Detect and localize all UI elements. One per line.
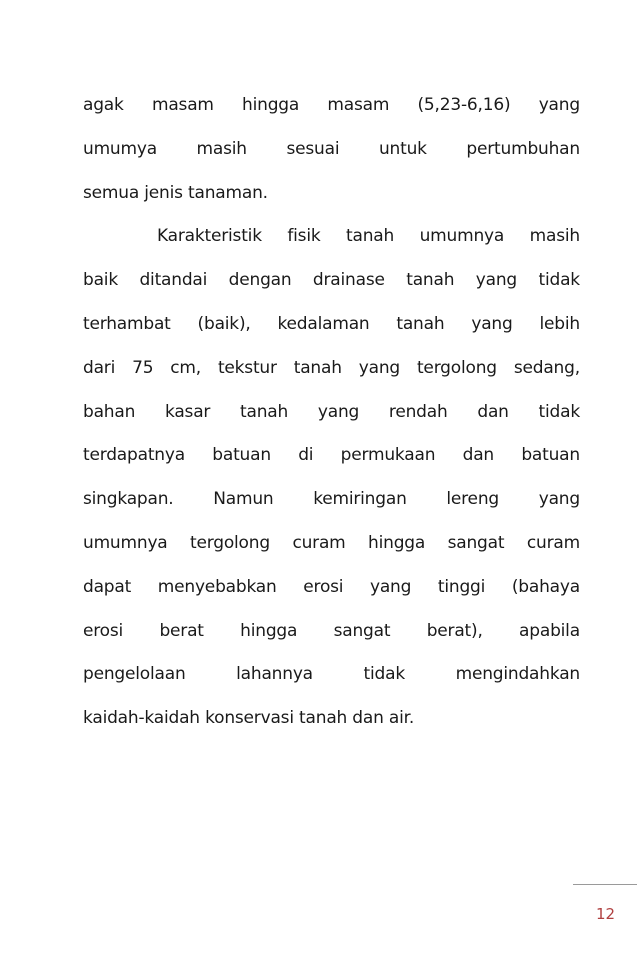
text-line: umumya masih sesuai untuk pertumbuhan	[83, 138, 580, 159]
text-line: agak masam hingga masam (5,23-6,16) yang	[83, 95, 580, 115]
text-line: pengelolaan lahannya tidak mengindahkan	[83, 664, 580, 685]
text-line: erosi berat hingga sangat berat), apabila	[83, 620, 580, 641]
paragraph-2	[83, 215, 580, 741]
text-line: umumnya tergolong curam hingga sangat curam	[83, 532, 580, 553]
text-line: semua jenis tanaman.	[83, 182, 268, 203]
text-line: Karakteristik fisik tanah umumnya masih	[157, 226, 580, 247]
text-line: baik ditandai dengan drainase tanah yang tidak	[83, 270, 580, 291]
text-line: terdapatnya batuan di permukaan dan batuan	[83, 445, 580, 466]
text-line: singkapan. Namun kemiringan lereng yang	[83, 489, 580, 510]
text-line: kaidah-kaidah konservasi tanah dan air.	[83, 708, 415, 729]
page-number: 12	[596, 905, 616, 923]
text-line: terhambat (baik), kedalaman tanah yang lebih	[83, 313, 580, 334]
footer-divider	[573, 884, 637, 885]
text-line: bahan kasar tanah yang rendah dan tidak	[83, 401, 580, 422]
text-line: dapat menyebabkan erosi yang tinggi (bahaya	[83, 576, 580, 597]
text-line: dari 75 cm, tekstur tanah yang tergolong sedang,	[83, 357, 580, 378]
paragraph-1	[83, 84, 580, 215]
page-body	[83, 84, 580, 741]
